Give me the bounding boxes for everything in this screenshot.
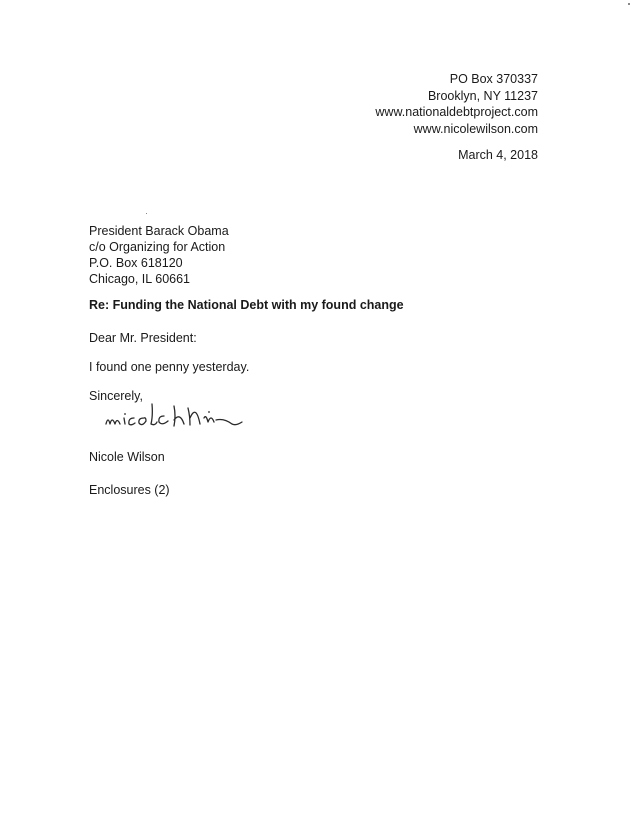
letter-body: I found one penny yesterday.: [89, 360, 250, 374]
enclosures-note: Enclosures (2): [89, 483, 170, 497]
recipient-address-block: [89, 223, 229, 287]
closing: Sincerely,: [89, 389, 143, 403]
sender-address-block: [375, 71, 538, 137]
signer-name: Nicole Wilson: [89, 450, 165, 464]
sender-website-personal: www.nicolewilson.com: [413, 121, 538, 136]
sender-city: Brooklyn, NY 11237: [427, 88, 538, 103]
handwritten-signature: [100, 394, 250, 436]
recipient-city: Chicago, IL 60661: [89, 272, 191, 286]
recipient-po-box: P.O. Box 618120: [89, 256, 183, 270]
scan-speck: [146, 213, 147, 214]
sender-website-project: www.nationaldebtproject.com: [375, 105, 538, 119]
scan-speck: [628, 3, 630, 5]
subject-line: Re: Funding the National Debt with my found change: [89, 298, 404, 312]
recipient-name: President Barack Obama: [89, 224, 229, 238]
letter-date: March 4, 2018: [458, 148, 538, 162]
sender-po-box: PO Box 370337: [449, 72, 538, 86]
salutation: Dear Mr. President:: [89, 331, 197, 345]
recipient-organization: c/o Organizing for Action: [89, 240, 226, 254]
